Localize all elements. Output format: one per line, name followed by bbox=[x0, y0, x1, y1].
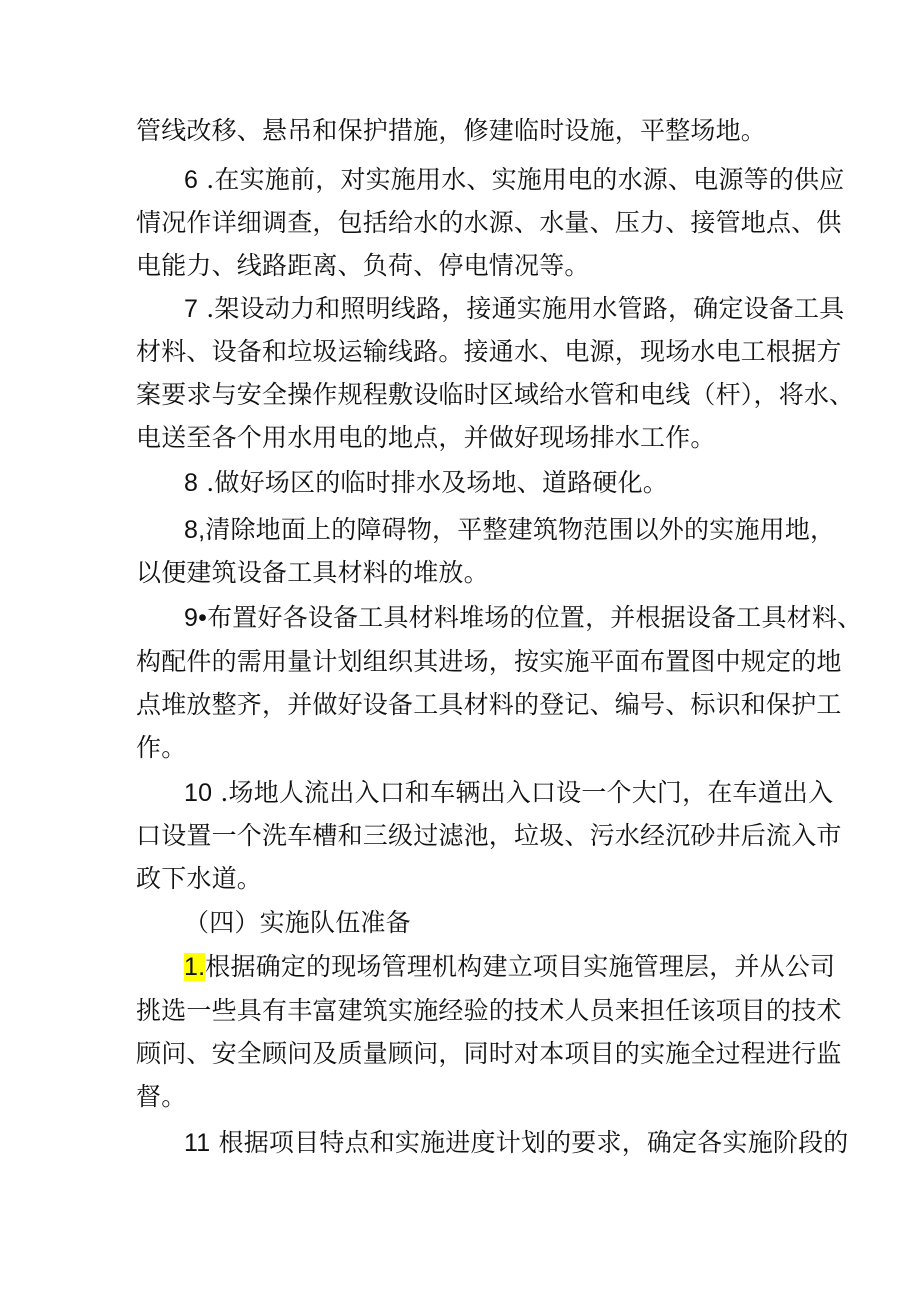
paragraph-line: 挑选一些具有丰富建筑实施经验的技术人员来担任该项目的技术 bbox=[136, 996, 842, 1025]
item-number: 11 bbox=[184, 1129, 211, 1157]
paragraph-line: 情况作详细调查，包括给水的水源、水量、压力、接管地点、供 bbox=[136, 208, 842, 237]
list-item-10 bbox=[184, 776, 844, 810]
item-text: 根据项目特点和实施进度计划的要求，确定各实施阶段的 bbox=[210, 1128, 849, 1157]
item-text: 清除地面上的障碍物，平整建筑物范围以外的实施用地， bbox=[205, 515, 836, 544]
paragraph-line: 案要求与安全操作规程敷设临时区域给水管和电线（杆），将水、 bbox=[136, 380, 855, 409]
list-item-9 bbox=[184, 601, 863, 635]
item-number: 10 bbox=[184, 779, 213, 807]
item-text: .架设动力和照明线路，接通实施用水管路，确定设备工具 bbox=[198, 294, 845, 323]
list-item-11 bbox=[184, 1126, 849, 1160]
paragraph-line: 电能力、线路距离、负荷、停电情况等。 bbox=[136, 251, 590, 280]
item-text: 根据确定的现场管理机构建立项目实施管理层，并从公司 bbox=[205, 952, 836, 981]
item-number: 9• bbox=[184, 604, 208, 632]
highlighted-item-number: 1. bbox=[184, 953, 206, 981]
list-item-7 bbox=[184, 292, 844, 326]
paragraph-line: 作。 bbox=[136, 733, 187, 762]
paragraph-line: 点堆放整齐，并做好设备工具材料的登记、编号、标识和保护工 bbox=[136, 690, 842, 719]
item-text: 布置好各设备工具材料堆场的位置，并根据设备工具材料、 bbox=[207, 603, 863, 632]
section-heading: （四）实施队伍准备 bbox=[184, 908, 411, 937]
paragraph-line: 顾问、安全顾问及质量顾问，同时对本项目的实施全过程进行监 bbox=[136, 1039, 842, 1068]
paragraph-line: 电送至各个用水用电的地点，并做好现场排水工作。 bbox=[136, 423, 716, 452]
item-text: .做好场区的临时排水及场地、道路硬化。 bbox=[198, 468, 669, 497]
paragraph-line: 政下水道。 bbox=[136, 864, 263, 893]
paragraph-line: 口设置一个洗车槽和三级过滤池，垃圾、污水经沉砂井后流入市 bbox=[136, 821, 842, 850]
list-item-6 bbox=[184, 163, 844, 197]
item-number: 7 bbox=[184, 295, 199, 323]
list-item-1 bbox=[184, 950, 844, 984]
list-item-8 bbox=[184, 466, 844, 500]
item-text: .场地人流出入口和车辆出入口设一个大门，在车道出入 bbox=[212, 778, 834, 807]
item-number: 8, bbox=[184, 516, 206, 544]
paragraph-line: 构配件的需用量计划组织其进场，按实施平面布置图中规定的地 bbox=[136, 647, 842, 676]
item-text: .在实施前，对实施用水、实施用电的水源、电源等的供应 bbox=[198, 165, 845, 194]
paragraph-line: 以便建筑设备工具材料的堆放。 bbox=[136, 558, 489, 587]
paragraph-line: 材料、设备和垃圾运输线路。接通水、电源，现场水电工根据方 bbox=[136, 337, 842, 366]
list-item-8b bbox=[184, 513, 844, 547]
item-number: 6 bbox=[184, 166, 199, 194]
paragraph-line: 管线改移、悬吊和保护措施，修建临时设施，平整场地。 bbox=[136, 116, 767, 145]
paragraph-line: 督。 bbox=[136, 1082, 187, 1111]
item-number: 8 bbox=[184, 469, 199, 497]
